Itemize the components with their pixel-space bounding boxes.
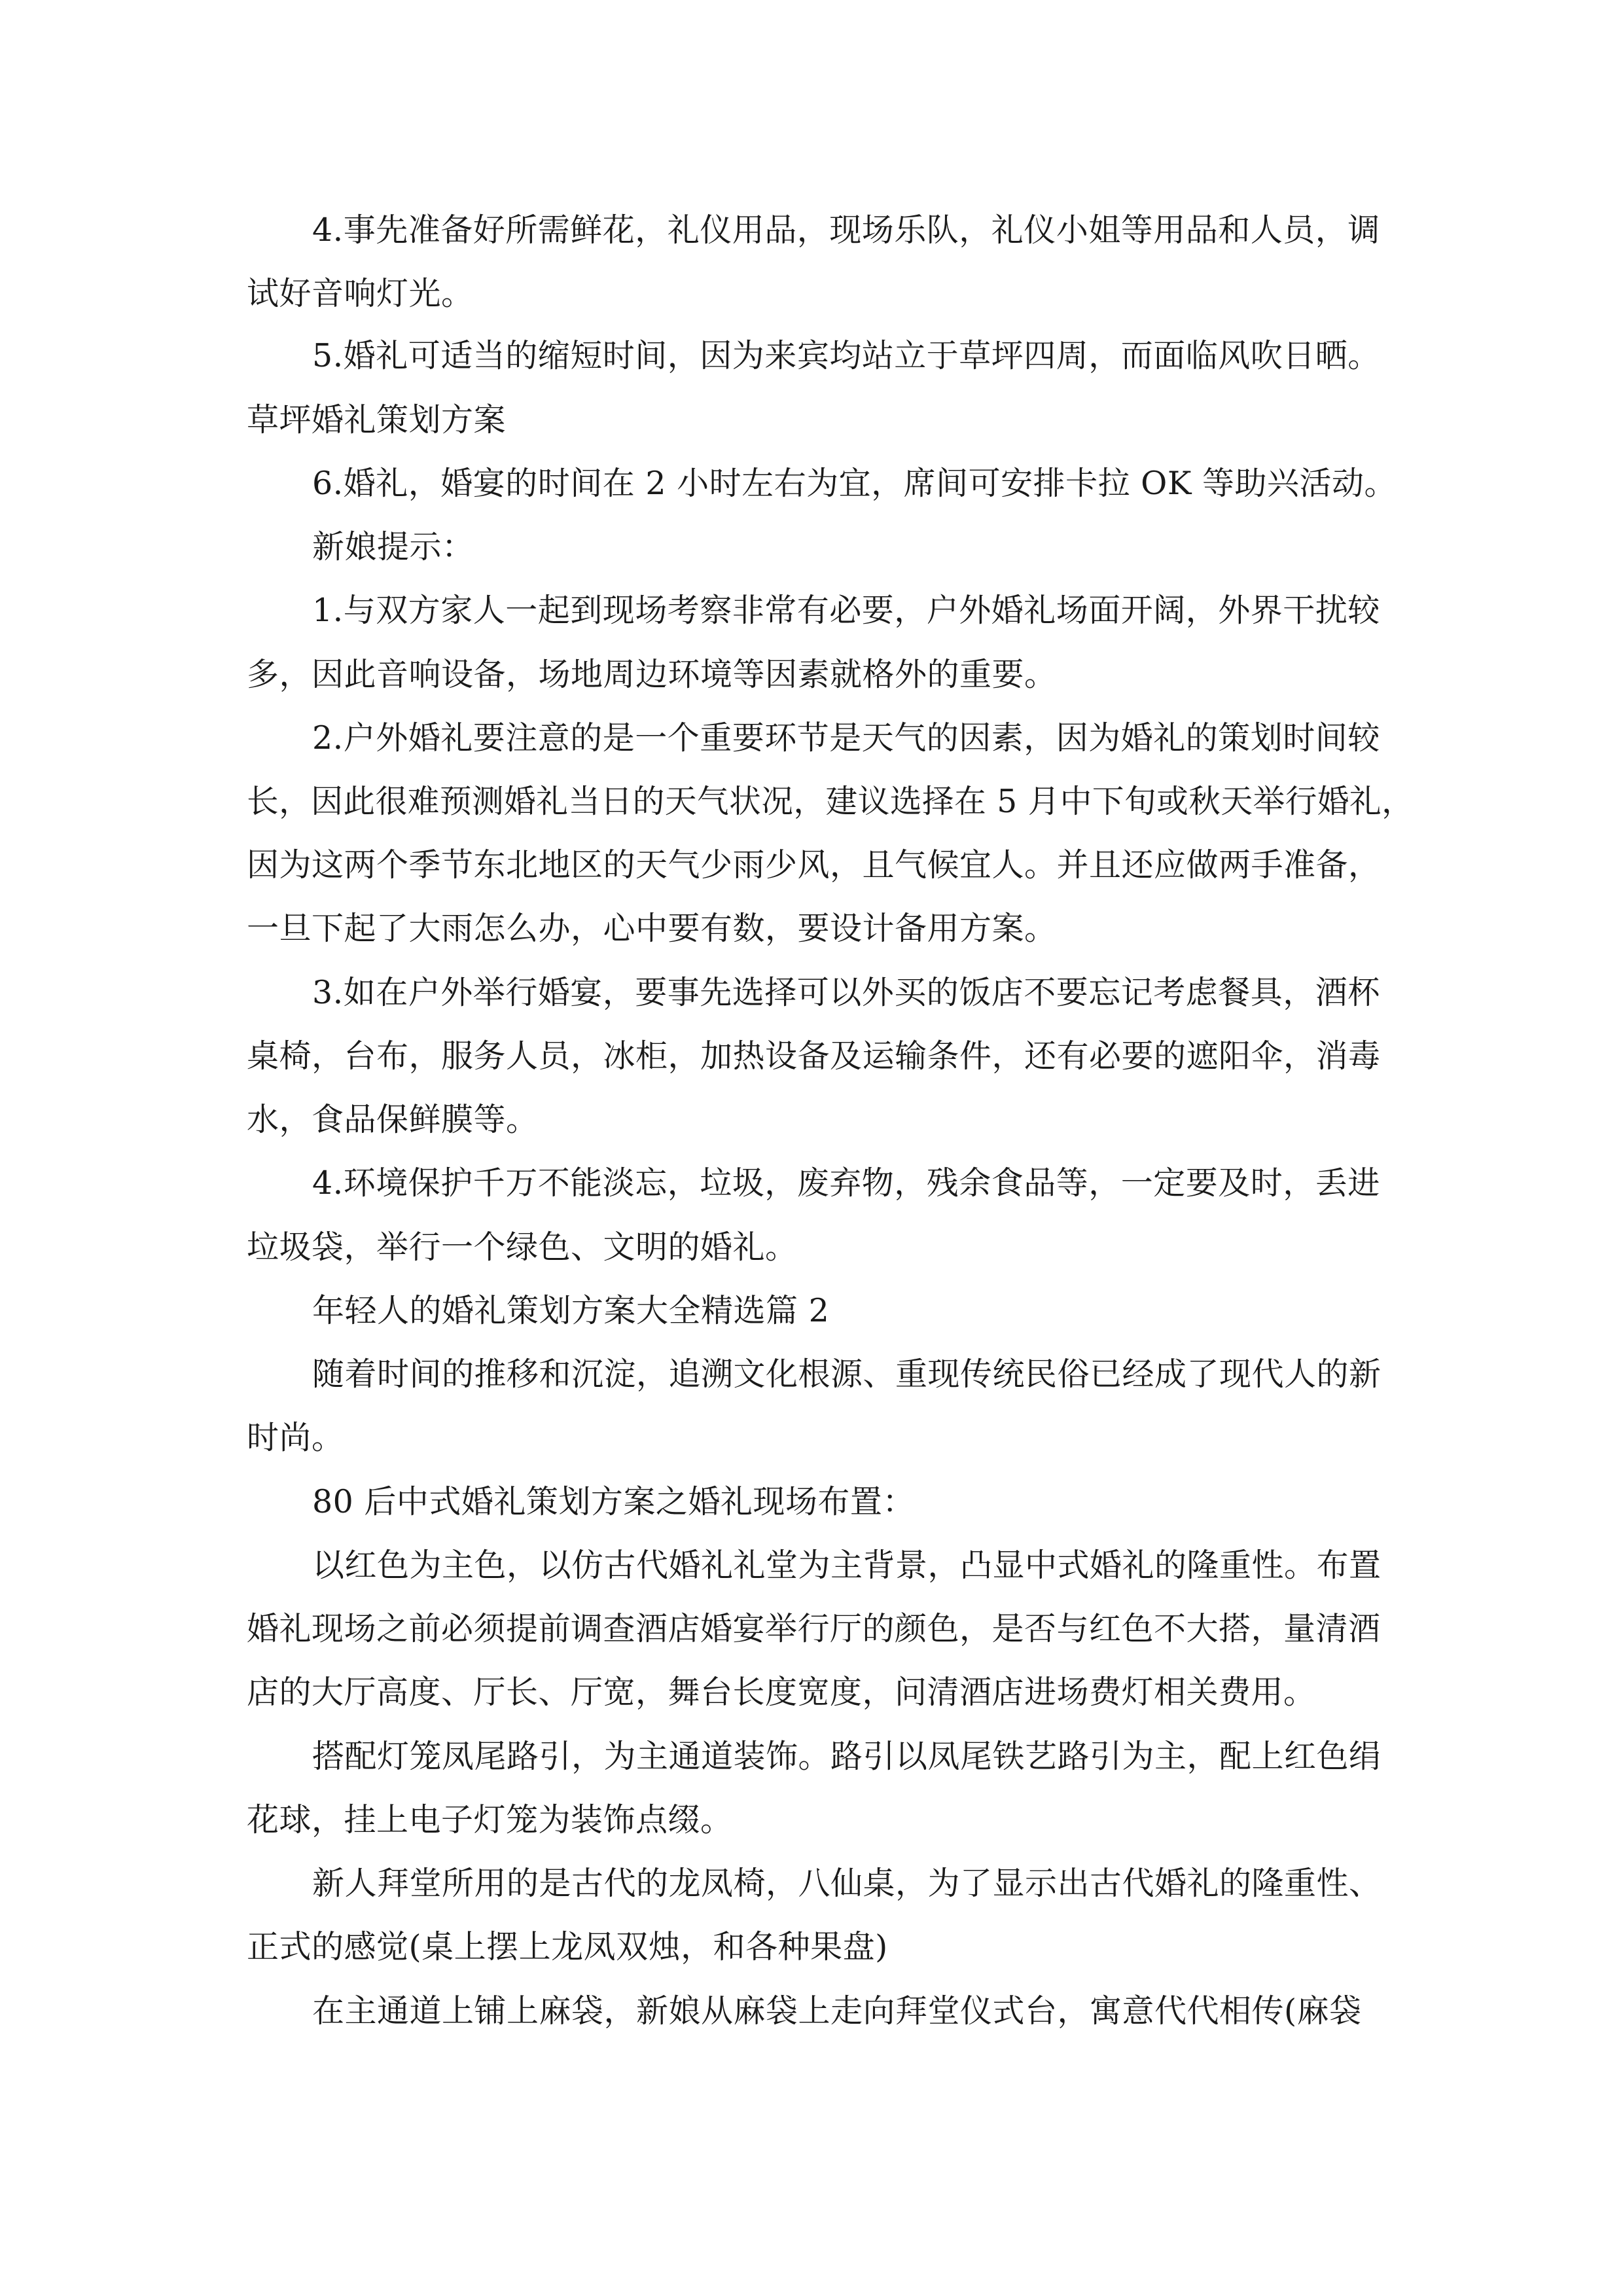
text-line: 4.环境保护千万不能淡忘，垃圾，废弃物，残余食品等，一定要及时，丢进 bbox=[312, 1164, 1380, 1202]
text-line: 以红色为主色，以仿古代婚礼礼堂为主背景，凸显中式婚礼的隆重性。布置 bbox=[312, 1547, 1382, 1584]
text-line: 多，因此音响设备，场地周边环境等因素就格外的重要。 bbox=[247, 656, 1057, 693]
text-line: 正式的感觉(桌上摆上龙凤双烛，和各种果盘) bbox=[247, 1928, 888, 1965]
text-line: 试好音响灯光。 bbox=[247, 275, 474, 312]
text-line: 一旦下起了大雨怎么办，心中要有数，要设计备用方案。 bbox=[247, 910, 1057, 947]
text-line: 1.与双方家人一起到现场考察非常有必要，户外婚礼场面开阔，外界干扰较 bbox=[312, 592, 1380, 629]
text-line: 因为这两个季节东北地区的天气少雨少风，且气候宜人。并且还应做两手准备， bbox=[247, 846, 1381, 884]
text-line: 店的大厅高度、厅长、厅宽，舞台长度宽度，问清酒店进场费灯相关费用。 bbox=[247, 1674, 1316, 1711]
text-line: 6.婚礼，婚宴的时间在 2 小时左右为宜，席间可安排卡拉 OK 等助兴活动。 bbox=[312, 465, 1397, 502]
text-line: 2.户外婚礼要注意的是一个重要环节是天气的因素，因为婚礼的策划时间较 bbox=[312, 719, 1380, 757]
text-line: 搭配灯笼凤尾路引，为主通道装饰。路引以凤尾铁艺路引为主，配上红色绢 bbox=[312, 1738, 1382, 1775]
text-line: 80 后中式婚礼策划方案之婚礼现场布置： bbox=[312, 1483, 915, 1520]
text-line: 花球，挂上电子灯笼为装饰点缀。 bbox=[247, 1801, 733, 1839]
text-line: 新娘提示： bbox=[312, 528, 474, 565]
text-line: 水，食品保鲜膜等。 bbox=[247, 1101, 539, 1138]
text-line: 时尚。 bbox=[247, 1419, 344, 1456]
text-line: 长，因此很难预测婚礼当日的天气状况，建议选择在 5 月中下旬或秋天举行婚礼， bbox=[247, 783, 1414, 820]
text-line: 婚礼现场之前必须提前调查酒店婚宴举行厅的颜色，是否与红色不大搭，量清酒 bbox=[247, 1610, 1381, 1647]
text-line: 新人拜堂所用的是古代的龙凤椅，八仙桌，为了显示出古代婚礼的隆重性、 bbox=[312, 1865, 1382, 1902]
text-line: 草坪婚礼策划方案 bbox=[247, 401, 507, 439]
text-line: 在主通道上铺上麻袋，新娘从麻袋上走向拜堂仪式台，寓意代代相传(麻袋 bbox=[312, 1992, 1362, 2030]
text-line: 4.事先准备好所需鲜花，礼仪用品，现场乐队，礼仪小姐等用品和人员，调 bbox=[312, 211, 1380, 249]
text-line: 垃圾袋，举行一个绿色、文明的婚礼。 bbox=[247, 1229, 798, 1266]
section-heading: 年轻人的婚礼策划方案大全精选篇 2 bbox=[312, 1292, 830, 1329]
text-line: 3.如在户外举行婚宴，要事先选择可以外买的饭店不要忘记考虑餐具，酒杯 bbox=[312, 974, 1380, 1011]
text-line: 5.婚礼可适当的缩短时间，因为来宾均站立于草坪四周，而面临风吹日晒。 bbox=[312, 337, 1380, 374]
text-line: 桌椅，台布，服务人员，冰柜，加热设备及运输条件，还有必要的遮阳伞，消毒 bbox=[247, 1037, 1381, 1075]
text-line: 随着时间的推移和沉淀，追溯文化根源、重现传统民俗已经成了现代人的新 bbox=[312, 1355, 1382, 1393]
